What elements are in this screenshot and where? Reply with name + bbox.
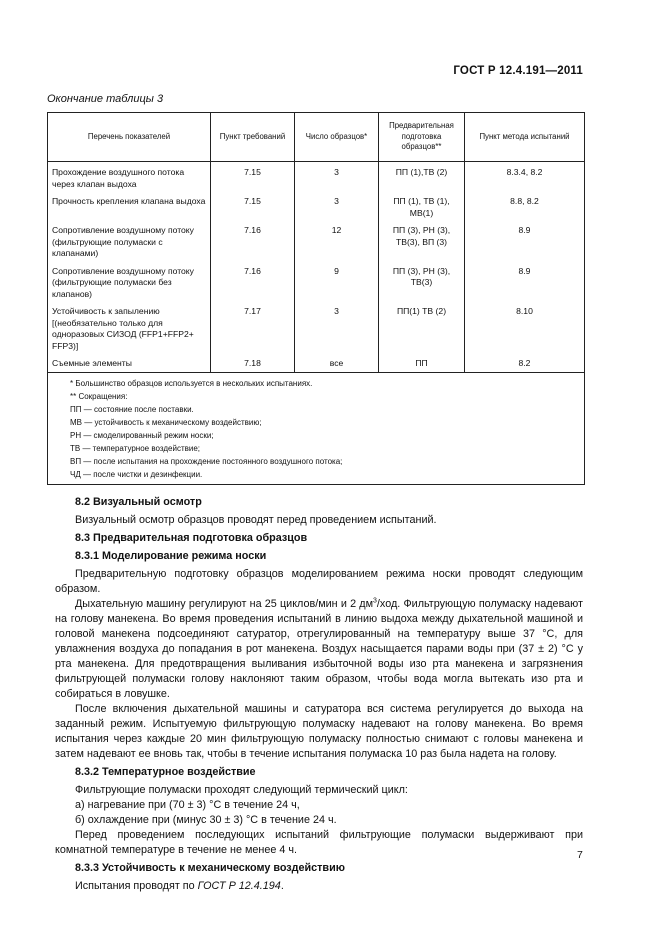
section-heading: 8.3.1 Моделирование режима носки <box>75 550 267 562</box>
paragraph: Предварительную подготовку образцов моделированием режима носки проводят следующим образом. <box>55 568 583 595</box>
table-cell: 7.17 <box>211 302 295 354</box>
table-cell: 7.16 <box>211 262 295 303</box>
table-cell: 8.9 <box>465 221 585 262</box>
column-header: Пункт метода испытаний <box>465 113 585 162</box>
table-note: ** Сокращения: <box>70 391 128 401</box>
table-cell: Съемные элементы <box>48 354 211 372</box>
table-cell: ПП (3), РН (3), ТВ(3) <box>379 262 465 303</box>
superscript: 3 <box>373 597 377 605</box>
table-cell: ПП <box>379 354 465 372</box>
list-item: а) нагревание при (70 ± 3) °С в течение 24 ч, <box>75 799 300 811</box>
table-note: ТВ — температурное воздействие; <box>70 443 200 453</box>
table-cell: 8.2 <box>465 354 585 372</box>
paragraph: Перед проведением последующих испытаний фильтрующие полумаски выдерживают при комнатной температуре в течение не менее 4 ч. <box>55 829 583 856</box>
section-heading: 8.2 Визуальный осмотр <box>75 496 202 508</box>
table-cell: ПП (1),ТВ (2) <box>379 162 465 193</box>
table-row <box>48 192 585 221</box>
section-heading: 8.3.3 Устойчивость к механическому воздействию <box>75 862 345 874</box>
paragraph: Фильтрующие полумаски проходят следующий термический цикл: <box>75 784 408 796</box>
table-cell: ПП(1) ТВ (2) <box>379 302 465 354</box>
table-note: РН — смоделированный режим носки; <box>70 430 214 440</box>
column-header: Число образцов* <box>295 113 379 162</box>
table-cell: 8.9 <box>465 262 585 303</box>
table-cell: 8.3.4, 8.2 <box>465 162 585 193</box>
table-row <box>48 302 585 354</box>
text-run: Дыхательную машину регулируют на 25 циклов/мин и 2 дм <box>75 598 374 610</box>
table-cell: 9 <box>295 262 379 303</box>
table-caption: Окончание таблицы 3 <box>47 93 164 105</box>
body-text <box>55 495 583 894</box>
list-item: б) охлаждение при (минус 30 ± 3) °С в течение 24 ч. <box>75 814 337 826</box>
standard-reference: ГОСТ Р 12.4.194 <box>197 880 281 892</box>
column-header: Перечень показателей <box>48 113 211 162</box>
table-cell: Прочность крепления клапана выдоха <box>48 192 211 221</box>
text-run: . <box>280 880 284 892</box>
table-cell: 7.18 <box>211 354 295 372</box>
table-cell: 3 <box>295 302 379 354</box>
table-note: ВП — после испытания на прохождение постоянного воздушного потока; <box>70 456 343 466</box>
table-cell: 8.8, 8.2 <box>465 192 585 221</box>
paragraph: Визуальный осмотр образцов проводят перед проведением испытаний. <box>75 514 437 526</box>
table-note: * Большинство образцов используется в нескольких испытаниях. <box>70 378 313 388</box>
table-cell: 7.15 <box>211 192 295 221</box>
table-cell: Сопротивление воздушному потоку (фильтрующие полумаски с клапанами) <box>48 221 211 262</box>
table-cell: 3 <box>295 162 379 193</box>
requirements-table <box>47 112 585 485</box>
table-header-row <box>48 113 585 162</box>
section-heading: 8.3.2 Температурное воздействие <box>75 766 256 778</box>
table-cell: 3 <box>295 192 379 221</box>
document-code: ГОСТ Р 12.4.191—2011 <box>453 65 583 77</box>
table-row <box>48 354 585 372</box>
table-note: МВ — устойчивость к механическому воздействию; <box>70 417 262 427</box>
page-number: 7 <box>577 849 583 861</box>
table-cell: Устойчивость к запылению [(необязательно только для одноразовых СИЗОД (FFP1+FFP2+ FFP3)] <box>48 302 211 354</box>
table-cell: Сопротивление воздушному потоку (фильтрующие полумаски без клапанов) <box>48 262 211 303</box>
table-cell: 8.10 <box>465 302 585 354</box>
table-row <box>48 162 585 193</box>
table-note: ЧД — после чистки и дезинфекции. <box>70 469 203 479</box>
table-cell: 12 <box>295 221 379 262</box>
table-cell: Прохождение воздушного потока через клапан выдоха <box>48 162 211 193</box>
table-row <box>48 221 585 262</box>
column-header: Предварительная подготовка образцов** <box>379 113 465 162</box>
table-cell: 7.16 <box>211 221 295 262</box>
table-cell: ПП (3), РН (3), ТВ(3), ВП (3) <box>379 221 465 262</box>
column-header: Пункт требований <box>211 113 295 162</box>
table-notes <box>48 372 585 484</box>
section-heading: 8.3 Предварительная подготовка образцов <box>75 532 308 544</box>
table-cell: ПП (1), ТВ (1), МВ(1) <box>379 192 465 221</box>
paragraph: После включения дыхательной машины и сатуратора вся система регулируется до выхода на заданный режим. Испытуемую фильтрующую полумаску надевают на голову манекена. Во время испытания через каждые 20 мин фильтрующую полумаску полностью снимают с головы манекена и затем надевают ее вновь так, чтобы в течение испытания полумаска 10 раз была надета на голову. <box>55 703 583 760</box>
table-row <box>48 262 585 303</box>
table-cell: все <box>295 354 379 372</box>
paragraph <box>55 879 583 894</box>
paragraph <box>55 597 583 702</box>
table-notes-row <box>48 372 585 484</box>
text-run: Испытания проводят по <box>75 880 198 892</box>
text-run: /ход. Фильтрующую полумаску надевают на голову манекена. Во время проведения испытаний в линию выдоха между дыхательной машиной и головой манекена подсоединяют сатуратор, отрегулированный на температуру выше 37 °С, для увлажнения воздуха до попадания в рот манекена. Воздух насыщается парами воды при (37 ± 2) °С у рта манекена. Для предотвращения выливания избыточной воды изо рта манекена и загрязнения фильтрующей полумаски голову наклоняют таким образом, чтобы вода могла вытекать изо рта и собираться в ловушке. <box>55 598 583 700</box>
table-cell: 7.15 <box>211 162 295 193</box>
table-note: ПП — состояние после поставки. <box>70 404 194 414</box>
